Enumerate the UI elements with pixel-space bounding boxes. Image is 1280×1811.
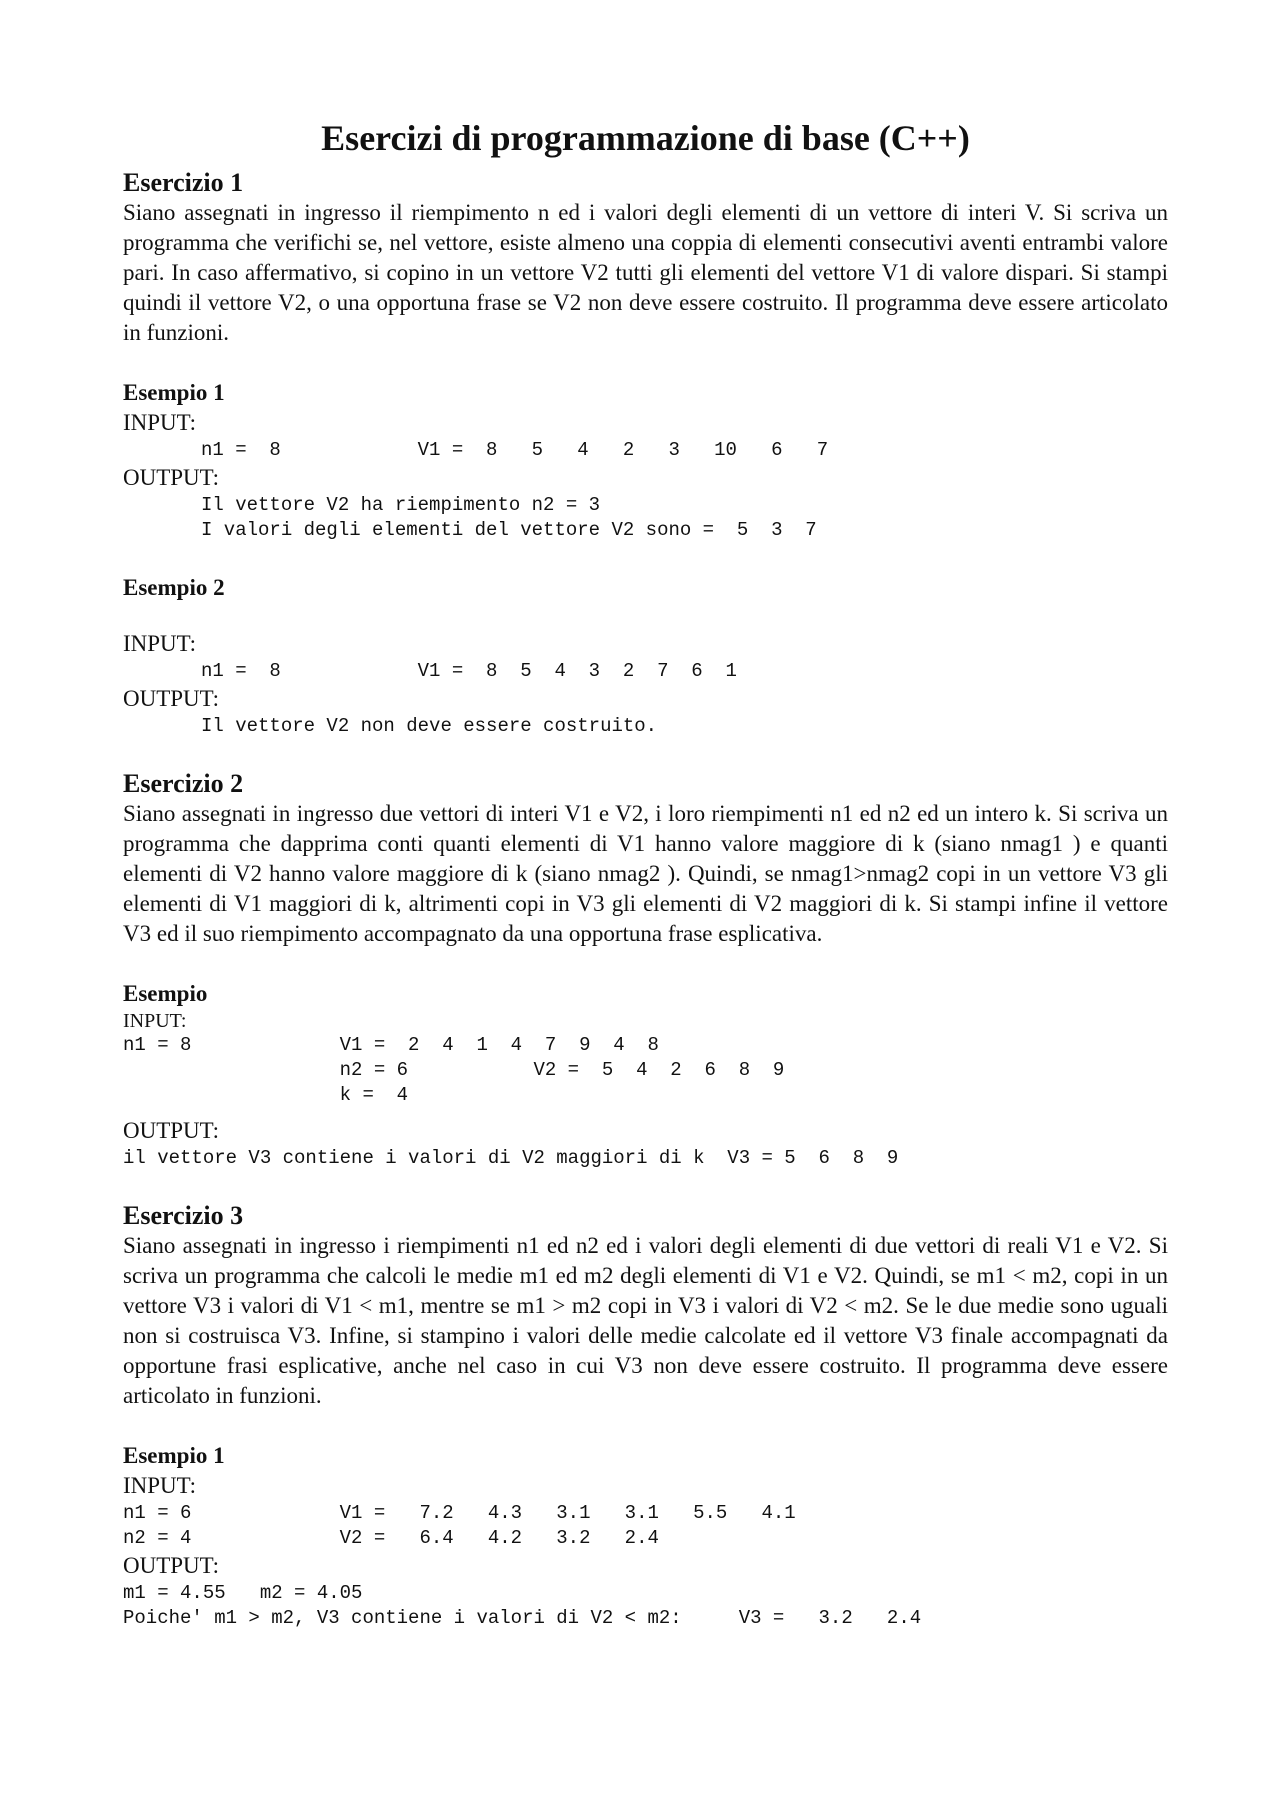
output-line: Poiche' m1 > m2, V3 contiene i valori di V2 < m2: V3 = 3.2 2.4 (123, 1607, 922, 1629)
exercise-3 (123, 1201, 1168, 1631)
exercise-3-example-1 (123, 1441, 1168, 1631)
exercise-3-heading: Esercizio 3 (123, 1201, 244, 1230)
input-line: k = 4 (123, 1084, 409, 1106)
output-label: OUTPUT: (123, 1118, 219, 1143)
exercise-1-example-1 (123, 378, 1168, 543)
example-heading: Esempio 2 (123, 575, 225, 600)
input-line: n1 = 6 V1 = 7.2 4.3 3.1 3.1 5.5 4.1 (123, 1502, 796, 1524)
exercise-2-example (123, 979, 1168, 1171)
exercise-1-text: Siano assegnati in ingresso il riempimento n ed i valori degli elementi di un vettore di interi V. Si scriva un programma che verifichi se, nel vettore, esiste almeno una coppia di elementi consecutivi aventi entrambi valore pari. In caso affermativo, si copino in un vettore V2 tutti gli elementi del vettore V1 di valore dispari. Si stampi quindi il vettore V2, o una opportuna frase se V2 non deve essere costruito. Il programma deve essere articolato in funzioni. (123, 200, 1168, 345)
output-line: I valori degli elementi del vettore V2 sono = 5 3 7 (201, 519, 817, 541)
output-label: OUTPUT: (123, 465, 219, 490)
example-heading: Esempio 1 (123, 380, 225, 405)
exercise-1 (123, 168, 1168, 739)
document-page (123, 118, 1168, 1631)
input-line: n1 = 8 V1 = 8 5 4 3 2 7 6 1 (201, 660, 737, 682)
exercise-2-heading: Esercizio 2 (123, 769, 244, 798)
example-heading: Esempio 1 (123, 1443, 225, 1468)
exercise-1-heading: Esercizio 1 (123, 168, 244, 197)
output-label: OUTPUT: (123, 686, 219, 711)
exercise-3-text: Siano assegnati in ingresso i riempimenti n1 ed n2 ed i valori degli elementi di due vettori di reali V1 e V2. Si scriva un programma che calcoli le medie m1 ed m2 degli elementi di V1 e V2. Quindi, se m1 < m2, copi in un vettore V3 i valori di V1 < m1, mentre se m1 > m2 copi in V3 i valori di V2 < m2. Se le due medie sono uguali non si costruisca V3. Infine, si stampino i valori delle medie calcolate ed il vettore V3 finale accompagnati da opportune frasi esplicative, anche nel caso in cui V3 non deve essere costruito. Il programma deve essere articolato in funzioni. (123, 1233, 1168, 1408)
input-label: INPUT: (123, 631, 196, 656)
input-label: INPUT: (123, 1010, 187, 1032)
exercise-2 (123, 769, 1168, 1171)
input-line: n1 = 8 V1 = 2 4 1 4 7 9 4 8 (123, 1034, 659, 1056)
input-line: n2 = 4 V2 = 6.4 4.2 3.2 2.4 (123, 1527, 659, 1549)
input-line: n1 = 8 V1 = 8 5 4 2 3 10 6 7 (201, 439, 829, 461)
output-line: Il vettore V2 ha riempimento n2 = 3 (201, 494, 601, 516)
input-label: INPUT: (123, 410, 196, 435)
exercise-1-example-2 (123, 573, 1168, 739)
output-line: m1 = 4.55 m2 = 4.05 (123, 1582, 363, 1604)
output-label: OUTPUT: (123, 1553, 219, 1578)
exercise-2-text: Siano assegnati in ingresso due vettori di interi V1 e V2, i loro riempimenti n1 ed n2 ed un intero k. Si scriva un programma che dapprima conti quanti elementi di V1 hanno valore maggiore di k (siano nmag1 ) e quanti elementi di V2 hanno valore maggiore di k (siano nmag2 ). Quindi, se nmag1>nmag2 copi in un vettore V3 gli elementi di V1 maggiori di k, altrimenti copi in V3 gli elementi di V2 maggiori di k. Si stampi infine il vettore V3 ed il suo riempimento accompagnato da una opportuna frase esplicativa. (123, 801, 1168, 946)
input-label: INPUT: (123, 1473, 196, 1498)
page-title: Esercizi di programmazione di base (C++) (321, 118, 970, 158)
output-line: Il vettore V2 non deve essere costruito. (201, 715, 658, 737)
input-line: n2 = 6 V2 = 5 4 2 6 8 9 (123, 1059, 785, 1081)
output-line: il vettore V3 contiene i valori di V2 maggiori di k V3 = 5 6 8 9 (123, 1147, 899, 1169)
example-heading: Esempio (123, 981, 208, 1006)
